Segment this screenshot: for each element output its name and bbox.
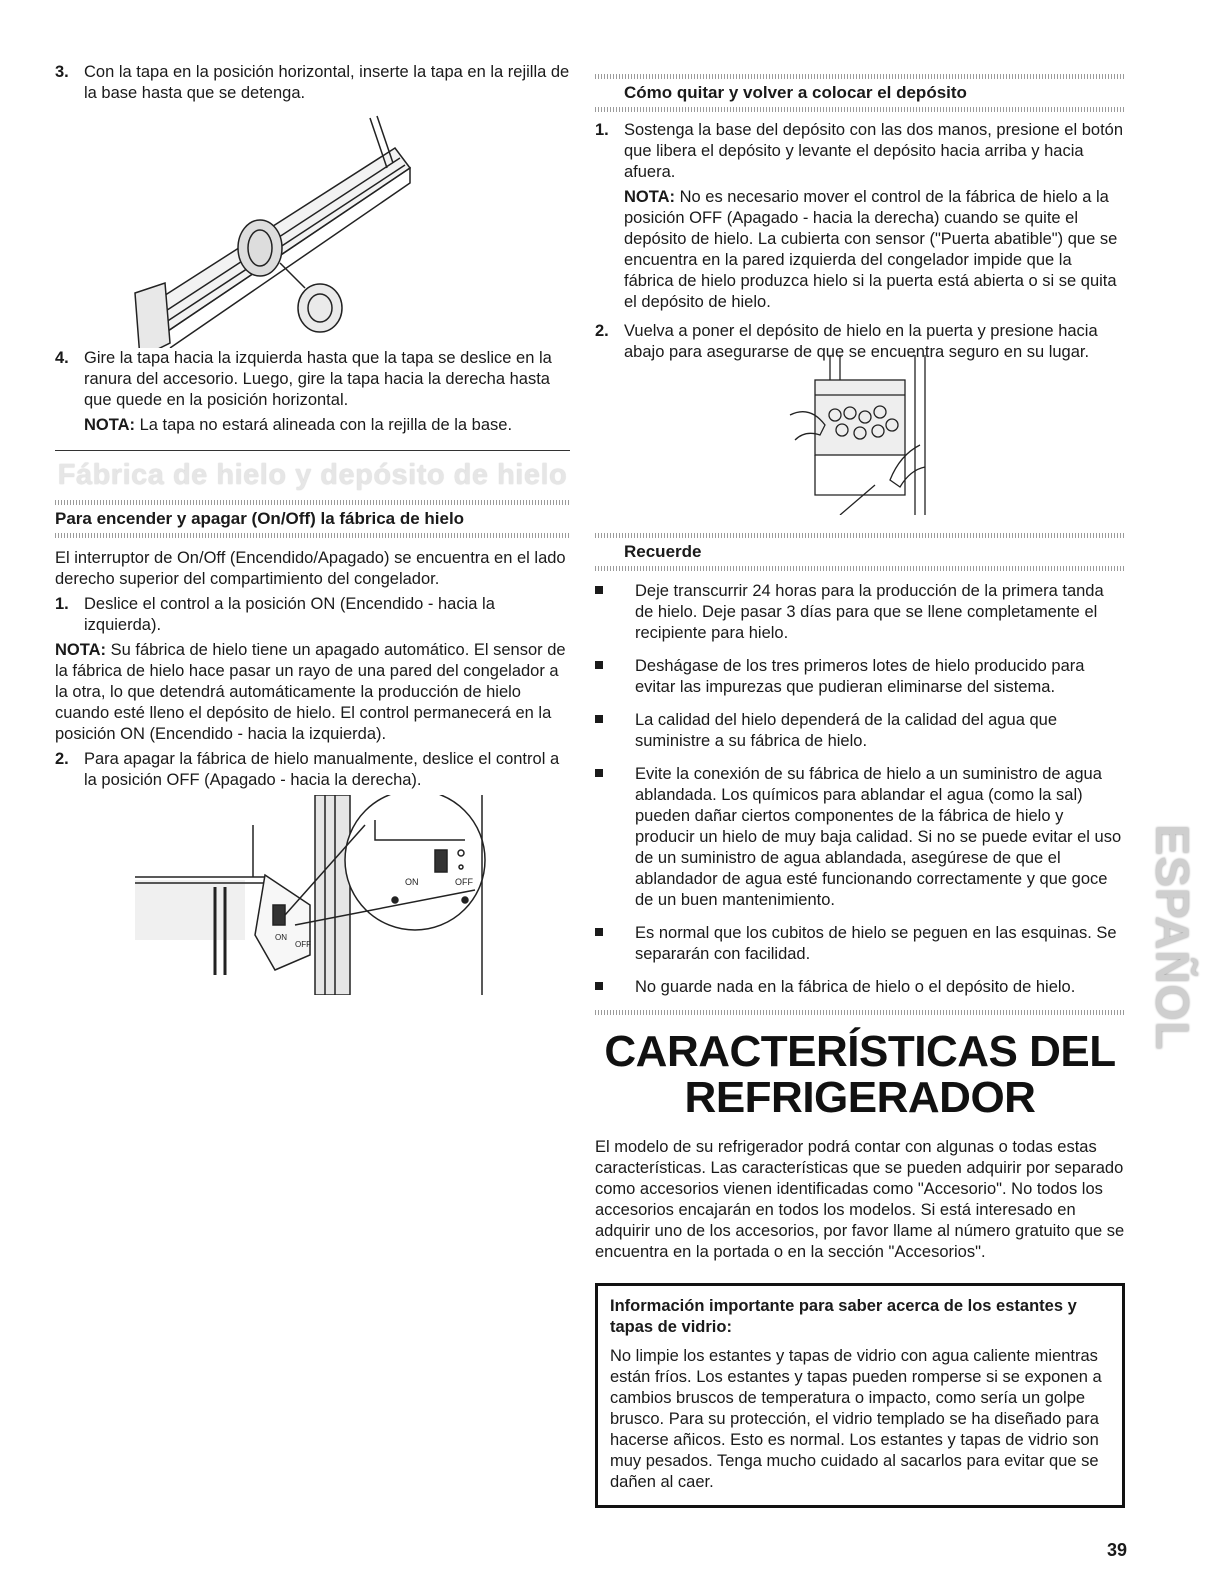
bullet-icon [595, 715, 603, 723]
step-number: 2. [55, 750, 69, 768]
chapter-title-line-2: REFRIGERADOR [684, 1073, 1036, 1122]
hatch-rule [595, 107, 1125, 112]
glass-shelves-info-box [595, 1283, 1125, 1508]
note-label: NOTA: [624, 188, 676, 206]
features-intro: El modelo de su refrigerador podrá contar con algunas o todas estas características. Las características que se pueden adquirir por separado como accesorios vienen identificadas como "Accesorio". No todos los accesorios encajarán en todos los modelos. Si está interesado en adquirir uno de los accesorios, por favor llame al número gratuito que se encuentra en la portada o en la sección "Accesorios". [595, 1138, 1125, 1261]
step-1 [595, 120, 1125, 183]
list-item-text: Deshágase de los tres primeros lotes de hielo producido para evitar las impurezas que pudieran eliminarse del sistema. [635, 657, 1085, 696]
note-label: NOTA: [84, 416, 136, 434]
step-number: 3. [55, 63, 69, 81]
switch-on-label-small: ON [275, 933, 287, 942]
bullet-icon [595, 982, 603, 990]
step-3 [55, 62, 570, 104]
note [55, 640, 570, 745]
bullet-icon [595, 661, 603, 669]
step-text: Gire la tapa hacia la izquierda hasta que la tapa se deslice en la ranura del accesorio. Luego, gire la tapa hacia la derecha hasta que quede en la posición horizontal. [84, 349, 552, 409]
bullet-icon [595, 928, 603, 936]
chapter-title [595, 1029, 1125, 1121]
step-text: Con la tapa en la posición horizontal, inserte la tapa en la rejilla de la base hasta que se detenga. [84, 63, 570, 102]
info-box-title: Información importante para saber acerca de los estantes y tapas de vidrio: [610, 1297, 1077, 1336]
step-text: Sostenga la base del depósito con las dos manos, presione el botón que libera el depósito y levante el depósito hacia arriba y hacia afuera. [624, 121, 1124, 181]
chapter-title-line-1: CARACTERÍSTICAS DEL [604, 1027, 1116, 1076]
note-label: NOTA: [55, 641, 107, 659]
step-2 [55, 749, 570, 791]
list-item [595, 923, 1125, 965]
note [595, 187, 1125, 313]
switch-on-label: ON [405, 877, 419, 887]
intro-text: El interruptor de On/Off (Encendido/Apagado) se encuentra en el lado derecho superior del compartimiento del congelador. [55, 549, 566, 588]
list-item-text: Es normal que los cubitos de hielo se peguen en las esquinas. Se separarán con facilidad. [635, 924, 1117, 963]
list-item-text: No guarde nada en la fábrica de hielo o el depósito de hielo. [635, 978, 1076, 996]
switch-off-label: OFF [455, 877, 473, 887]
remember-list [595, 581, 1125, 998]
bullet-icon [595, 586, 603, 594]
step-number: 1. [595, 121, 609, 139]
section-title: Fábrica de hielo y depósito de hielo [57, 459, 568, 491]
step-1 [55, 594, 570, 636]
list-item [595, 977, 1125, 998]
subhead-remember: Recuerde [624, 542, 702, 561]
cap-insert-illustration [55, 108, 570, 348]
switch-off-label-small: OFF [295, 940, 311, 949]
page-number: 39 [1106, 1540, 1127, 1560]
note [55, 415, 570, 436]
note-text: La tapa no estará alineada con la rejilla de la base. [135, 416, 513, 434]
language-side-tab [1142, 812, 1202, 1062]
switch-illustration [55, 795, 570, 995]
hatch-rule [595, 566, 1125, 571]
left-column [55, 62, 570, 995]
note-text: No es necesario mover el control de la fábrica de hielo a la posición OFF (Apagado - hacia la derecha) cuando se quite el depósito de hielo. La cubierta con sensor ("Puerta abatible") que se encuentra en la pared izquierda del congelador impide que la fábrica de hielo produzca hielo si la puerta está abierta o si se quita el depósito de hielo. [624, 188, 1118, 311]
list-item [595, 581, 1125, 644]
step-text: Deslice el control a la posición ON (Encendido - hacia la izquierda). [84, 595, 495, 634]
list-item [595, 764, 1125, 911]
subhead-deposit: Cómo quitar y volver a colocar el depósito [624, 83, 967, 102]
list-item [595, 710, 1125, 752]
bullet-icon [595, 769, 603, 777]
step-number: 2. [595, 322, 609, 340]
list-item [595, 656, 1125, 698]
subhead-on-off: Para encender y apagar (On/Off) la fábrica de hielo [55, 509, 465, 528]
hatch-rule [595, 1010, 1125, 1015]
ice-bin-illustration [595, 367, 1125, 527]
step-4 [55, 348, 570, 411]
note-text: Su fábrica de hielo tiene un apagado automático. El sensor de la fábrica de hielo hace pasar un rayo de una pared del congelador a la otra, lo que detendrá automáticamente la producción de hielo cuando esté lleno el depósito de hielo. El control permanecerá en la posición ON (Encendido - hacia la izquierda). [55, 641, 566, 743]
language-tab-label: ESPAÑOL [1146, 824, 1199, 1050]
step-text: Para apagar la fábrica de hielo manualmente, deslice el control a la posición OFF (Apagado - hacia la derecha). [84, 750, 560, 789]
right-column [595, 62, 1125, 1508]
step-number: 4. [55, 349, 69, 367]
list-item-text: La calidad del hielo dependerá de la calidad del agua que suministre a su fábrica de hielo. [635, 711, 1058, 750]
step-text: Vuelva a poner el depósito de hielo en la puerta y presione hacia abajo para asegurarse de que se encuentra seguro en su lugar. [624, 322, 1098, 361]
step-number: 1. [55, 595, 69, 613]
hatch-rule [55, 533, 570, 538]
list-item-text: Evite la conexión de su fábrica de hielo a un suministro de agua ablandada. Los químicos para ablandar el agua (como la sal) pueden dañar ciertos componentes de la fábrica de hielo y producir un hielo de muy baja calidad. Si no se puede evitar el uso de un suministro de agua ablandada, asegúrese de que el ablandador de agua esté funcionando correctamente y que goce de un buen mantenimiento. [635, 765, 1122, 909]
info-box-text: No limpie los estantes y tapas de vidrio con agua caliente mientras están fríos. Los estantes y tapas pueden romperse si se exponen a cambios bruscos de temperatura o impacto, como sería un golpe brusco. Para su protección, el vidrio templado se ha diseñado para hacerse añicos. Esto es normal. Los estantes y tapas de vidrio son muy pesados. Tenga mucho cuidado al sacarlos para evitar que se dañen al caer. [610, 1347, 1102, 1491]
list-item-text: Deje transcurrir 24 horas para la producción de la primera tanda de hielo. Deje pasar 3 días para que se llene completamente el recipiente para hielo. [635, 582, 1104, 642]
